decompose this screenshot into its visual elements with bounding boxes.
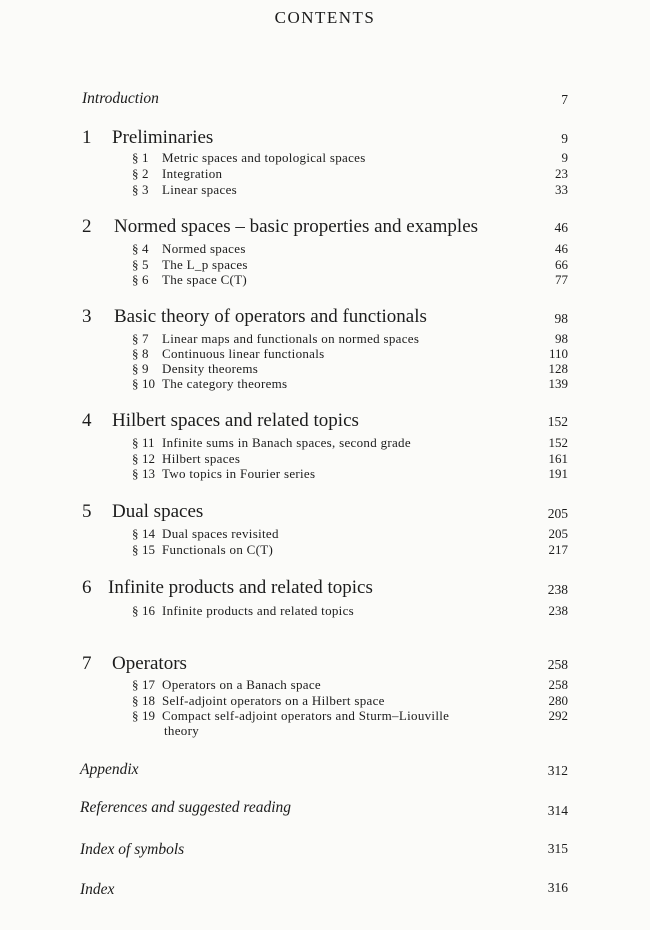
section-number: 16 [142,603,155,618]
chapter-number: 6 [82,577,92,598]
chapter-page: 9 [561,131,568,146]
section-page: 33 [555,182,568,197]
entry-label: Introduction [82,90,159,107]
section-symbol: § [132,376,139,391]
section-number: 14 [142,526,155,541]
entry-label: References and suggested reading [80,799,292,816]
chapter-title: Infinite products and related topics [108,577,373,598]
section-number: 19 [142,708,155,723]
chapter-title: Dual spaces [112,501,204,522]
section-symbol: § [132,603,139,618]
section-page: 46 [555,241,568,256]
section-title: The L_p spaces [162,257,248,272]
section-symbol: § [132,150,139,165]
section-title: Two topics in Fourier series [162,466,316,481]
section-symbol: § [132,182,139,197]
section-symbol: § [132,346,139,361]
section-number: 3 [142,182,149,197]
section-title: Infinite products and related topics [162,603,355,618]
section-number: 17 [142,677,155,692]
section-symbol: § [132,526,139,541]
section-number: 12 [142,451,155,466]
chapter-page: 152 [547,414,568,429]
section-title-continuation: theory [164,723,200,738]
chapter-page: 46 [554,220,568,235]
section-page: 110 [548,346,568,361]
section-page: 280 [548,693,568,708]
section-number: 15 [142,542,155,557]
section-page: 128 [548,361,568,376]
section-symbol: § [132,241,139,256]
section-title: Operators on a Banach space [162,677,321,692]
section-number: 5 [142,257,149,272]
section-title: Linear spaces [162,182,237,197]
section-title: Dual spaces revisited [162,526,279,541]
section-symbol: § [132,693,139,708]
section-page: 98 [555,331,568,346]
chapter-number: 5 [82,501,92,522]
section-number: 10 [142,376,155,391]
chapter-number: 7 [82,653,92,674]
entry-page: 314 [547,803,568,818]
page-title: CONTENTS [274,8,376,27]
section-number: 1 [142,150,149,165]
section-page: 139 [548,376,568,391]
section-symbol: § [132,451,139,466]
section-number: 2 [142,166,149,181]
section-symbol: § [132,361,139,376]
section-page: 161 [548,451,568,466]
section-title: Linear maps and functionals on normed spaces [162,331,420,346]
section-number: 18 [142,693,155,708]
chapter-title: Preliminaries [112,127,214,148]
chapter-title: Operators [112,653,187,674]
section-page: 9 [561,150,568,165]
section-symbol: § [132,435,139,450]
section-symbol: § [132,542,139,557]
section-title: Continuous linear functionals [162,346,325,361]
section-page: 258 [548,677,568,692]
section-title: Functionals on C(T) [162,542,274,557]
section-page: 77 [555,272,568,287]
section-symbol: § [132,257,139,272]
chapter-number: 1 [82,127,92,148]
chapter-title: Normed spaces – basic properties and examples [114,216,479,237]
section-page: 292 [548,708,568,723]
section-page: 217 [548,542,568,557]
section-number: 8 [142,346,149,361]
entry-page: 7 [561,92,568,107]
section-number: 6 [142,272,149,287]
chapter-page: 205 [547,506,568,521]
section-symbol: § [132,708,139,723]
section-title: Infinite sums in Banach spaces, second grade [162,435,411,450]
section-symbol: § [132,331,139,346]
section-title: Density theorems [162,361,259,376]
section-page: 152 [548,435,568,450]
entry-label: Appendix [80,761,139,778]
section-symbol: § [132,466,139,481]
entry-page: 315 [547,841,568,856]
section-title: The category theorems [162,376,288,391]
section-symbol: § [132,677,139,692]
chapter-page: 98 [554,311,568,326]
section-number: 13 [142,466,155,481]
section-page: 191 [548,466,568,481]
section-title: Integration [162,166,223,181]
chapter-number: 3 [82,306,92,327]
entry-page: 316 [547,880,568,895]
section-symbol: § [132,166,139,181]
section-title: Self-adjoint operators on a Hilbert space [162,693,385,708]
section-page: 238 [548,603,568,618]
chapter-title: Basic theory of operators and functionals [114,306,427,327]
section-number: 9 [142,361,149,376]
section-number: 11 [142,435,155,450]
entry-label: Index of symbols [80,841,185,858]
chapter-title: Hilbert spaces and related topics [112,410,359,431]
section-number: 7 [142,331,149,346]
section-number: 4 [142,241,149,256]
chapter-number: 4 [82,410,92,431]
chapter-page: 238 [547,582,568,597]
section-page: 23 [555,166,568,181]
entry-page: 312 [547,763,568,778]
chapter-number: 2 [82,216,92,237]
section-title: Hilbert spaces [162,451,241,466]
section-title: Compact self-adjoint operators and Sturm–Liouville [162,708,450,723]
chapter-page: 258 [547,657,568,672]
section-page: 66 [555,257,568,272]
section-symbol: § [132,272,139,287]
section-title: Metric spaces and topological spaces [162,150,366,165]
section-page: 205 [548,526,568,541]
entry-label: Index [80,881,115,898]
section-title: The space C(T) [162,272,248,287]
section-title: Normed spaces [162,241,246,256]
